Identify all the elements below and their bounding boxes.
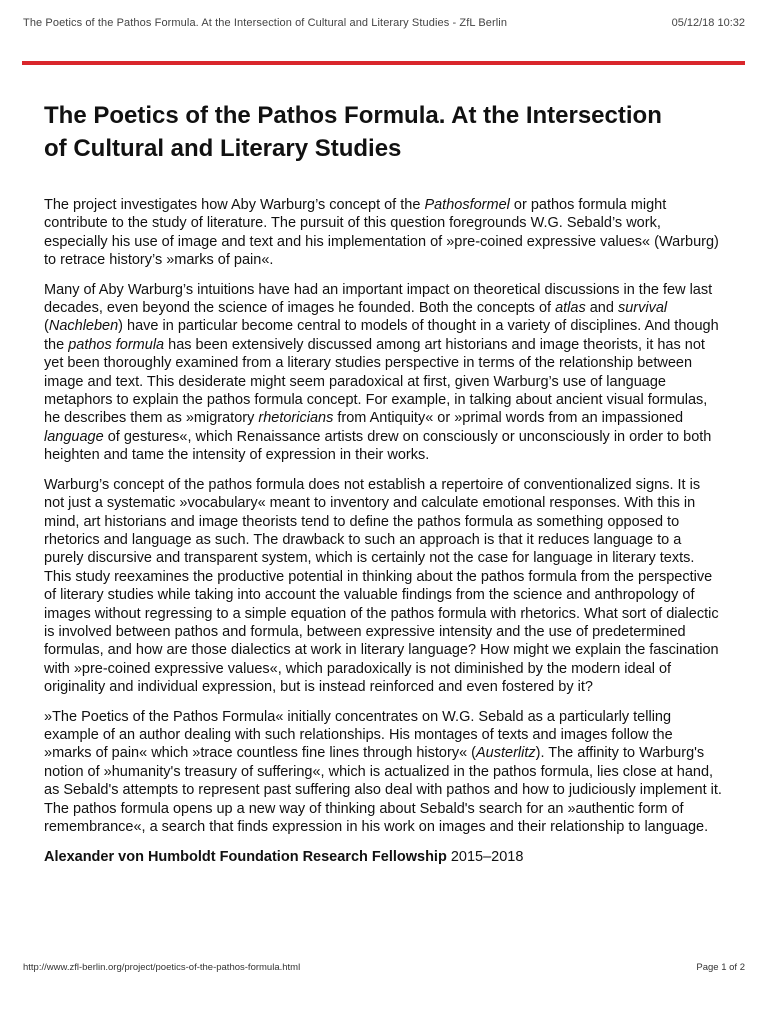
- p2-text-i: has been extensively discussed among art historians and image theorists, it has not yet been thoroughly examined from a literary studies perspective in terms of the relationship between image and text. This desiderate might seem paradoxical at first, given Warburg’s use of language metaphors to explain the pathos formula concept. For example, in talking about ancient visual formulas, he describes them as »migratory: [44, 336, 708, 427]
- fellowship-years: 2015–2018: [446, 849, 524, 866]
- p1-term-pathosformel: Pathosformel: [424, 197, 510, 213]
- p4-term-austerlitz: Austerlitz: [476, 745, 536, 762]
- fellowship-name: Alexander von Humboldt Foundation Research Fellowship: [44, 849, 447, 866]
- p2-text-e: (: [44, 318, 49, 335]
- print-footer-page-number: Page 1 of 2: [696, 962, 745, 973]
- p2-text-a: Many of Aby Warburg’s intuitions have had an important impact on theoretical discussions in the few last decades, even beyond the science of images he founded. Both the concepts of: [44, 281, 713, 317]
- p1-text-a: The project investigates how Aby Warburg’s concept of the: [44, 197, 425, 213]
- p2-text-k: from Antiquity« or »primal words from an impassioned: [333, 410, 684, 427]
- p2-term-language: language: [44, 428, 104, 445]
- p2-term-atlas: atlas: [555, 300, 586, 317]
- page-title: The Poetics of the Pathos Formula. At the Intersection of Cultural and Literary Studies: [44, 102, 662, 162]
- accent-divider: [22, 61, 745, 65]
- paragraph-4: [44, 708, 724, 837]
- paragraph-1: [44, 196, 724, 270]
- p2-text-g: ) have in particular become central to models of thought in a variety of disciplines. And though the: [44, 318, 719, 353]
- p4-text-a: »The Poetics of the Pathos Formula« initially concentrates on W.G. Sebald as a particularly telling example of an author dealing with such relationships. His montages of texts and images follow the »marks of pain« which »trace countless fine lines through history« (: [44, 708, 673, 762]
- article-body: [44, 196, 724, 878]
- p2-term-nachleben: Nachleben: [48, 318, 119, 335]
- print-header-title: The Poetics of the Pathos Formula. At the Intersection of Cultural and Literary Studies - ZfL Berlin: [23, 17, 508, 29]
- p1-text-c: or pathos formula might contribute to the study of literature. The pursuit of this question foregrounds W.G. Sebald’s work, especially his use of image and text and his implementation of »pre-coined expressive values« (Warburg) to retrace history’s »marks of pain«.: [44, 197, 719, 269]
- p4-text-c: ). The affinity to Warburg's notion of »humanity's treasury of suffering«, which is actualized in the pathos formula, lies close at hand, as Sebald's attempts to represent past suffering also deal with pathos and how to judiciously implement it. The pathos formula opens up a new way of thinking about Sebald's search for an »authentic form of remembrance«, a search that finds expression in his work on images and their relationship to language.: [44, 745, 722, 835]
- print-header-datetime: 05/12/18 10:32: [671, 17, 745, 29]
- p2-term-survival: survival: [617, 300, 668, 317]
- p2-text-m: of gestures«, which Renaissance artists drew on consciously or unconsciously in order to both heighten and tame the intensity of expression in their works.: [44, 428, 712, 464]
- paragraph-2: [44, 281, 724, 465]
- fellowship-line: [44, 848, 724, 866]
- paragraph-3: Warburg’s concept of the pathos formula does not establish a repertoire of conventionalized signs. It is not just a systematic »vocabulary« meant to inventory and calculate emotional responses. With this in mind, art historians and image theorists tend to define the pathos formula as something opposed to rhetorics and language as such. The drawback to such an approach is that it reduces language to a purely discursive and transparent system, which is certainly not the case for language in literary texts. This study reexamines the productive potential in thinking about the pathos formula from the perspective of literary studies while taking into account the valuable findings from the science and anthropology of images without regressing to a simple equation of the pathos formula with rhetorics. What sort of dialectic is involved between pathos and formula, between expressive intensity and the use of predetermined formulas, and how are those dialectics at work in literary language? How might we explain the fascination with »pre-coined expressive values«, which paradoxically is not diminished by the modern ideal of originality and individual expression, but is instead reinforced and even fostered by it?: [44, 476, 719, 696]
- p2-term-rhetoricians: rhetoricians: [258, 410, 334, 427]
- p2-term-pathos-formula: pathos formula: [68, 336, 165, 353]
- p2-text-c: and: [585, 300, 618, 317]
- print-footer-url: http://www.zfl-berlin.org/project/poetics-of-the-pathos-formula.html: [23, 962, 301, 973]
